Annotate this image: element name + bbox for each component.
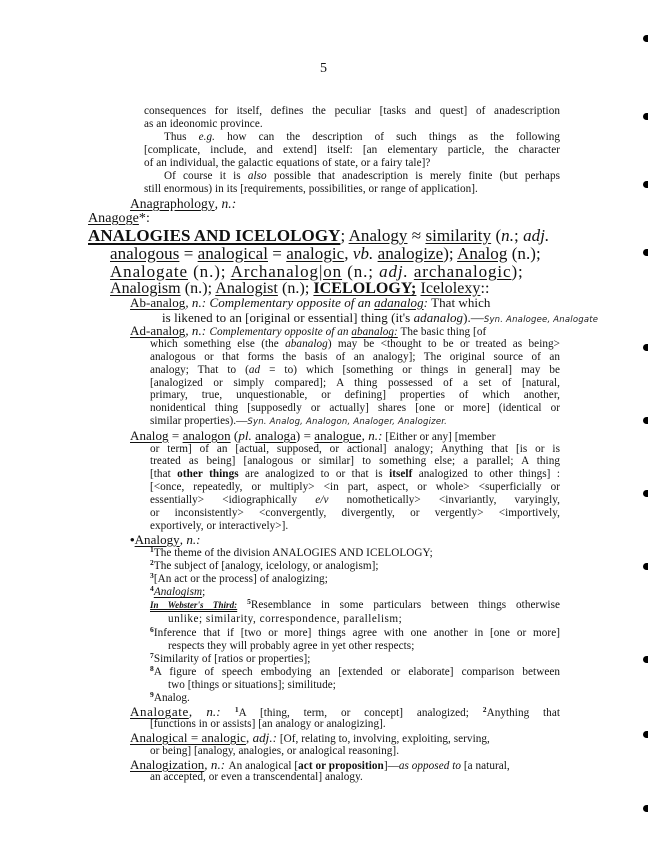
text: ≈ [407, 226, 426, 245]
text: analogy; That to ( [150, 364, 249, 376]
entry-analogy [130, 533, 201, 546]
page-number: 5 [320, 61, 327, 76]
entry-analog-line: exportively, or interactively>]. [150, 520, 289, 532]
text: ]— [383, 760, 399, 772]
text: Of course it is [164, 170, 248, 182]
entry-analogate-line: [functions in or assists] [an analogy or analogizing]. [150, 718, 386, 730]
sense-item [150, 586, 205, 599]
headword: analoga [255, 428, 296, 443]
division-title: ANALOGIES AND ICELOLOGY [88, 226, 341, 245]
text-italic: ad [248, 364, 261, 376]
sense-number: 1 [150, 545, 154, 554]
text: = [168, 428, 183, 443]
sense-cross-reference: Analogism [153, 586, 203, 598]
part-of-speech: , n.: [185, 323, 210, 338]
headword: Ad-analog [130, 323, 186, 338]
text: ); [443, 244, 458, 263]
entry-analog-line: treated as being] [analogous or similar] to something else; a parallel; A thing [150, 455, 560, 467]
text-italic: also [247, 170, 267, 182]
headword: Analogization [130, 757, 205, 772]
headword: Anagoge [88, 211, 139, 226]
sense-item [150, 599, 560, 612]
division-heading [88, 227, 549, 245]
entry-analog-line [150, 494, 560, 507]
headword: analogical [197, 244, 268, 263]
sense-number: 1 [234, 705, 239, 714]
intro-line: as an ideonomic province. [144, 118, 263, 130]
headword: Icelolexy [420, 280, 481, 297]
sense-text: The subject of [analogy, icelology, or analogism]; [153, 560, 379, 572]
entry-ad-analog [130, 324, 486, 339]
sense-item-cont: two [things or situations]; similitude; [168, 679, 336, 691]
entry-ad-analog-line: [analogized or simply compared]; A thing possessed of a set of [natural, [150, 377, 560, 389]
text: similar properties).— [150, 415, 248, 427]
definition-italic: Complementary opposite of an [209, 326, 352, 338]
part-of-speech: adj. [379, 262, 409, 281]
margin-mark [643, 113, 648, 120]
intro-line [164, 170, 560, 183]
part-of-speech: adj. [523, 226, 550, 245]
text: ( [491, 226, 502, 245]
source-label: In Webster's Third: [150, 600, 238, 610]
headword: analogue [314, 428, 362, 443]
intro-line [164, 131, 560, 144]
division-heading-line [110, 263, 524, 281]
asterisk: *: [138, 211, 150, 226]
text: = to) which [something or things in general] may be [260, 364, 560, 376]
entry-ad-analog-line: primary, true, unquestionable, or defining] properties of which another, [150, 389, 560, 401]
sense-text: Anything that [486, 707, 560, 719]
sense-item [150, 653, 310, 666]
entry-anagraphology [130, 196, 236, 212]
sense-text: Similarity of [ratios or properties]; [153, 653, 311, 665]
margin-mark [643, 181, 648, 188]
headword: Analogist [215, 280, 278, 297]
text-bold: act or proposition [298, 760, 384, 772]
sense-text: Resemblance in some particulars between things otherwise [250, 599, 560, 611]
entry-ab-analog [130, 296, 490, 309]
text: ( [230, 428, 239, 443]
sense-number: 3 [150, 571, 154, 580]
text: = [268, 244, 287, 263]
entry-analogical-line: or being] [analogy, analogies, or analogical reasoning]. [150, 745, 400, 757]
sense-item-cont: unlike; similarity, correspondence, parallelism; [168, 613, 403, 625]
text: That which [428, 295, 491, 310]
margin-mark [643, 35, 648, 42]
text: how can the description of such things as the following [215, 131, 561, 143]
intro-line: consequences for itself, defines the peculiar [tasks and quest] of anadescription [144, 105, 560, 117]
sense-text: A figure of speech embodying an [extended or elaborate] comparison between [153, 666, 560, 678]
entry-analogical [130, 731, 490, 746]
handwritten-annotation: Syn. Analogee, Analogate [483, 315, 599, 325]
text: (n.; [342, 262, 380, 281]
text: analogized to other things] : [412, 468, 561, 480]
entry-analog-line: or inconsistently> <convergently, divergently, or vergently> <importively, [150, 507, 560, 519]
headword: Analog [130, 428, 169, 443]
sense-number: 2 [150, 558, 154, 567]
cross-reference: adanalog [374, 295, 424, 310]
text: ) may be <thought to be or treated as being> [327, 338, 560, 350]
part-of-speech: , n.: [185, 295, 210, 310]
text: [a natural, [461, 760, 510, 772]
intro-line: [complicate, include, and extend] itself: [an elementary particle, the character [144, 144, 560, 156]
headword: analogize [377, 244, 444, 263]
handwritten-annotation: Syn. Analog, Analogon, Analoger, Analogizer. [247, 417, 448, 427]
headword: Analogism [110, 280, 181, 297]
sense-number: 9 [150, 690, 154, 699]
sense-number: 4 [150, 584, 154, 593]
margin-mark [643, 417, 648, 424]
entry-ad-analog-line [150, 415, 447, 429]
sense-number: 8 [150, 664, 154, 673]
sense-text: A [thing, term, or concept] analogized; [238, 707, 483, 719]
margin-mark [643, 344, 648, 351]
headword: analogous [110, 244, 180, 263]
part-of-speech: , n.: [214, 196, 237, 211]
text: [Of, relating to, involving, exploiting, serving, [277, 733, 490, 745]
text: :: [480, 280, 490, 297]
sense-number: 7 [150, 651, 154, 660]
part-of-speech: , n.: [361, 428, 383, 443]
entry-anagoge [88, 211, 150, 227]
headword: Ab-analog [130, 295, 186, 310]
division-heading-line [110, 245, 541, 263]
headword: Analog [457, 244, 508, 263]
margin-mark [643, 249, 648, 256]
headword: analogon [182, 428, 231, 443]
text: An analogical [ [228, 760, 299, 772]
part-of-speech: , n.: [204, 757, 229, 772]
text: Thus [164, 131, 199, 143]
text: (n.); [187, 262, 231, 281]
intro-line: still enormous) in its [requirements, possibilities, or range of application]. [144, 183, 478, 195]
intro-line: of an individual, the galactic equations of state, or a fairy tale]? [144, 157, 431, 169]
sense-item-cont: respects they will probably agree in yet other respects; [168, 640, 415, 652]
definition-italic: Complementary opposite of an [209, 295, 375, 310]
text: ; [340, 226, 349, 245]
sense-text: [An act or the process] of analogizing; [153, 573, 328, 585]
text: possible that anadescription is merely finite (but perhaps [266, 170, 560, 182]
headword: Analogate [130, 704, 189, 719]
text: (n.); [507, 244, 541, 263]
entry-analog-line: or term] of an [actual, supposed, or actional] analogy; Anything that [is or is [150, 443, 560, 455]
entry-analogization-line: an accepted, or even a transcendental] analogy. [150, 771, 363, 783]
subdivision-title: ICELOLOGY; [313, 280, 417, 297]
sense-item [150, 666, 560, 679]
text: , [344, 244, 353, 263]
text-italic: abanalog [285, 338, 328, 350]
headword: Anagraphology [130, 196, 215, 211]
part-of-speech: adj.: [252, 730, 278, 745]
part-of-speech: vb. [352, 244, 374, 263]
entry-ad-analog-line [150, 364, 560, 377]
sense-item [150, 573, 328, 586]
text-italic: e.g. [198, 131, 216, 143]
text: [Either or any] [member [382, 431, 496, 443]
entry-analog [130, 429, 496, 444]
entry-analog-line: [<once, repeatedly, or multiply> <in part, aspect, or whole> <superficially or [150, 481, 560, 493]
sense-number: 5 [247, 597, 251, 606]
headword: similarity [425, 226, 492, 245]
headword: Analogate [110, 262, 188, 281]
text: The basic thing [of [397, 326, 487, 338]
sense-number: 6 [150, 625, 154, 634]
sense-number: 2 [482, 705, 487, 714]
text: is likened to an [original or essential] thing (it's [162, 310, 414, 325]
text: are analogized to or that is [238, 468, 390, 480]
text: ; [202, 586, 206, 598]
cross-reference: abanalog: [351, 326, 398, 338]
headword: analogic [286, 244, 345, 263]
entry-ad-analog-line: analogous or that forms the basis of an analogy]; The original source of an [150, 351, 560, 363]
margin-mark [643, 563, 648, 570]
sense-text: Inference that if [two or more] things agree with one another in [one or more] [153, 627, 560, 639]
text: ).— [463, 310, 484, 325]
sense-item [150, 560, 379, 573]
text-italic: adanalog [413, 310, 464, 325]
text: nomothetically> <invariantly, varyingly, [328, 494, 560, 506]
sense-text: Analog. [153, 692, 190, 704]
text-italic: e/v [315, 494, 329, 506]
text: = [300, 428, 315, 443]
text: , [245, 730, 253, 745]
text-italic: as opposed to [398, 760, 462, 772]
part-of-speech: , n.: [188, 704, 235, 719]
text: which something else (the [150, 338, 286, 350]
part-of-speech: pl. [238, 428, 252, 443]
text-bold: other things [177, 468, 239, 480]
sense-item [150, 627, 560, 640]
text: (n.); [180, 280, 216, 297]
part-of-speech: n. [501, 226, 515, 245]
part-of-speech: , n.: [179, 532, 201, 547]
text-bold: itself [389, 468, 413, 480]
headword: archanalogic [413, 262, 512, 281]
margin-mark [643, 805, 648, 812]
sense-text: The theme of the division ANALOGIES AND ICELOLOGY; [153, 547, 433, 559]
entry-ad-analog-line [150, 338, 560, 351]
text: ) [295, 428, 301, 443]
text: : [423, 295, 429, 310]
entry-analog-line [150, 468, 560, 481]
headword: Analogy [348, 226, 408, 245]
text: ; [514, 226, 524, 245]
entry-ad-analog-line: nonidentical thing [supposedly or actually] shares [one or more] (identical or [150, 402, 560, 414]
text: = [179, 244, 198, 263]
sense-item [150, 547, 433, 560]
margin-mark [643, 656, 648, 663]
headword: Analogy [134, 532, 180, 547]
margin-mark [643, 490, 648, 497]
text: ); [511, 262, 524, 281]
text: (n.); [277, 280, 314, 297]
margin-mark [643, 731, 648, 738]
headword: Analogical = analogic [130, 730, 246, 745]
headword: Archanalog|on [230, 262, 343, 281]
bullet-icon: • [130, 532, 135, 547]
text: essentially> <idiographically [150, 494, 316, 506]
text: [that [150, 468, 178, 480]
